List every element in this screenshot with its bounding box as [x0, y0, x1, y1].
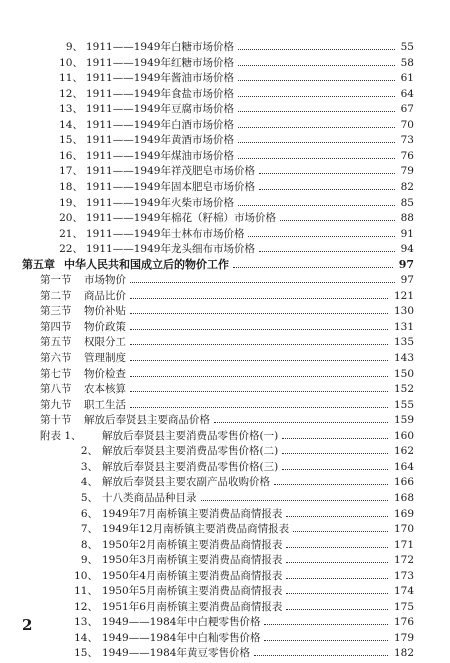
toc-dot-leader [130, 376, 388, 377]
toc-entry-title: 1951年6月南桥镇主要消费品商情报表 [102, 600, 283, 613]
toc-entry-page: 168 [393, 491, 414, 504]
toc-entry-page: 82 [400, 180, 414, 193]
toc-entry-title: 农本核算 [84, 383, 126, 396]
toc-dot-leader [293, 531, 388, 532]
toc-entry-title: 1911——1949年豆腐市场价格 [86, 103, 234, 116]
toc-entry-page: 79 [400, 165, 414, 178]
toc-dot-leader [286, 578, 388, 579]
toc-entry-number: 10、 [59, 56, 83, 69]
toc-dot-leader [238, 96, 395, 97]
toc-entry-title: 1911——1949年白酒市场价格 [86, 118, 234, 131]
toc-dot-leader [214, 422, 388, 423]
toc-entry-title: 物价政策 [84, 320, 126, 333]
toc-entry-title: 管理制度 [84, 352, 126, 364]
toc-entry-page: 58 [400, 56, 414, 69]
toc-dot-leader [274, 484, 388, 485]
toc-entry-number: 第七节 [40, 367, 72, 380]
toc-dot-leader [201, 500, 388, 501]
toc-dot-leader [259, 251, 395, 252]
toc-entry-page: 131 [393, 320, 414, 333]
toc-entry-number: 7、 [80, 523, 98, 536]
toc-dot-leader [264, 640, 388, 641]
toc-dot-leader [286, 593, 388, 594]
toc-entry-number: 附表 1、 [40, 429, 82, 442]
toc-entry-page: 176 [393, 616, 414, 629]
toc-entry-number: 19、 [59, 196, 83, 209]
toc-entry-number: 2、 [80, 445, 98, 458]
toc-entry-number: 13、 [74, 616, 98, 629]
toc-dot-leader [259, 189, 395, 190]
toc-entry-number: 第五节 [40, 336, 72, 349]
toc-entry-page: 160 [393, 429, 414, 442]
toc-entry-number: 11、 [59, 72, 83, 85]
toc-dot-leader [248, 236, 395, 237]
toc-dot-leader [130, 298, 388, 299]
toc-entry-page: 169 [393, 507, 414, 520]
toc-dot-leader [282, 469, 388, 470]
page-number: 2 [22, 616, 33, 634]
toc-entry-page: 88 [400, 212, 414, 225]
toc-entry-title: 1911——1949年酱油市场价格 [86, 72, 234, 85]
toc-entry-title: 1949年7月南桥镇主要消费品商情报表 [102, 507, 283, 520]
toc-entry-page: 164 [393, 460, 414, 473]
toc-entry-page: 162 [393, 445, 414, 458]
toc-dot-leader [254, 655, 388, 656]
toc-dot-leader [130, 407, 388, 408]
toc-dot-leader [238, 111, 395, 112]
toc-entry-title: 中华人民共和国成立后的物价工作 [64, 257, 229, 271]
toc-entry-number: 10、 [74, 569, 98, 582]
toc-entry-number: 9、 [65, 41, 83, 53]
toc-entry-number: 第三节 [40, 305, 72, 318]
toc-dot-leader [238, 49, 395, 50]
toc-entry-title: 1950年3月南桥镇主要消费品商情报表 [102, 554, 283, 567]
toc-entry-number: 12、 [59, 87, 83, 100]
toc-entry-number: 3、 [80, 460, 98, 473]
toc-entry-title: 1949——1984年中白籼零售价格 [102, 631, 261, 644]
toc-entry-page: 174 [393, 585, 414, 598]
toc-dot-leader [130, 360, 388, 361]
toc-entry-page: 173 [393, 569, 414, 582]
toc-entry-number: 17、 [59, 165, 83, 178]
toc-entry-number: 第二节 [40, 289, 72, 302]
toc-dot-leader [130, 313, 388, 314]
toc-entry-page: 121 [393, 289, 414, 302]
toc-entry-title: 1949——1984年黄豆零售价格 [102, 647, 250, 660]
toc-entry-number: 14、 [74, 631, 98, 644]
toc-entry-number: 第九节 [40, 398, 72, 411]
toc-row [0, 643, 450, 663]
toc-entry-title: 1950年2月南桥镇主要消费品商情报表 [102, 538, 283, 551]
toc-entry-page: 155 [393, 398, 414, 411]
toc-entry-title: 1949年12月南桥镇主要消费品商情报表 [102, 523, 290, 536]
toc-entry-number: 15、 [74, 647, 98, 660]
toc-entry-title: 1949——1984年中白粳零售价格 [102, 616, 261, 629]
toc-entry-page: 182 [393, 647, 414, 660]
toc-dot-leader [233, 267, 393, 268]
toc-dot-leader [264, 624, 388, 625]
toc-entry-number: 20、 [59, 212, 83, 225]
toc-dot-leader [238, 127, 395, 128]
toc-dot-leader [282, 438, 388, 439]
toc-entry-title: 权限分工 [84, 336, 126, 349]
toc-entry-number: 12、 [74, 600, 98, 613]
toc-entry-title: 解放后奉贤县主要消费品零售价格(二) [102, 445, 279, 458]
toc-entry-page: 67 [400, 103, 414, 116]
toc-dot-leader [286, 562, 388, 563]
toc-dot-leader [286, 609, 388, 610]
toc-entry-page: 172 [393, 554, 414, 567]
toc-entry-page: 135 [393, 336, 414, 349]
toc-entry-page: 97 [398, 257, 414, 271]
toc-entry-number: 第五章 [22, 257, 55, 271]
toc-dot-leader [130, 391, 388, 392]
toc-entry-page: 91 [400, 227, 414, 240]
toc-entry-title: 商品比价 [84, 289, 126, 302]
toc-entry-number: 第八节 [40, 383, 72, 396]
toc-entry-title: 1911——1949年煤油市场价格 [86, 149, 234, 162]
toc-entry-page: 166 [393, 476, 414, 489]
toc-entry-page: 94 [400, 243, 414, 256]
toc-entry-number: 第四节 [40, 320, 72, 333]
toc-entry-number: 21、 [59, 227, 83, 240]
toc-entry-number: 第一节 [40, 274, 72, 287]
toc-entry-number: 18、 [59, 180, 83, 193]
toc-entry-page: 171 [393, 538, 414, 551]
toc-entry-number: 13、 [59, 103, 83, 116]
toc-entry-page: 179 [393, 631, 414, 644]
toc-entry-title: 1911——1949年棉花（籽棉）市场价格 [86, 212, 276, 225]
toc-entry-page: 76 [400, 149, 414, 162]
toc-entry-title: 1911——1949年龙头细布市场价格 [86, 243, 255, 256]
toc-dot-leader [238, 142, 395, 143]
toc-entry-page: 152 [393, 383, 414, 396]
toc-entry-page: 64 [400, 87, 414, 100]
toc-dot-leader [286, 547, 388, 548]
toc-entry-number: 22、 [59, 243, 83, 256]
toc-entry-title: 解放后奉贤县主要农副产品收购价格 [102, 476, 270, 489]
toc-entry-number: 15、 [59, 134, 83, 147]
toc-entry-title: 1911——1949年祥茂肥皂市场价格 [86, 165, 255, 178]
toc-entry-number: 9、 [80, 554, 98, 567]
toc-entry-number: 11、 [74, 585, 98, 598]
toc-entry-page: 97 [400, 274, 414, 287]
toc-entry-title: 物价检查 [84, 367, 126, 380]
toc-dot-leader [130, 344, 388, 345]
toc-entry-page: 175 [393, 600, 414, 613]
toc-dot-leader [130, 282, 395, 283]
toc-entry-number: 第十节 [40, 414, 72, 427]
toc-entry-title: 十八类商品品种目录 [102, 491, 197, 504]
toc-entry-page: 73 [400, 134, 414, 147]
toc-entry-title: 1911——1949年红糖市场价格 [86, 56, 234, 69]
toc-entry-title: 1911——1949年火柴市场价格 [86, 196, 234, 209]
toc-dot-leader [286, 516, 388, 517]
toc-dot-leader [130, 329, 388, 330]
toc-dot-leader [238, 65, 395, 66]
toc-entry-title: 1911——1949年固本肥皂市场价格 [86, 180, 255, 193]
toc-entry-number: 14、 [59, 118, 83, 131]
toc-entry-title: 1911——1949年食盐市场价格 [86, 87, 234, 100]
toc-entry-page: 170 [393, 523, 414, 536]
toc-entry-page: 130 [393, 305, 414, 318]
toc-dot-leader [238, 158, 395, 159]
toc-entry-page: 150 [393, 367, 414, 380]
toc-entry-title: 1950年4月南桥镇主要消费品商情报表 [102, 569, 283, 582]
toc-entry-page: 159 [393, 414, 414, 427]
toc-entry-number: 6、 [80, 507, 98, 520]
toc-entry-page: 85 [400, 196, 414, 209]
toc-entry-number: 第六节 [40, 352, 72, 364]
toc-entry-title: 1911——1949年白糖市场价格 [86, 41, 234, 53]
toc-dot-leader [238, 205, 395, 206]
toc-entry-title: 1911——1949年黄酒市场价格 [86, 134, 234, 147]
toc-entry-page: 55 [400, 41, 414, 53]
toc-entry-title: 市场物价 [84, 274, 126, 287]
toc-dot-leader [238, 80, 395, 81]
toc-dot-leader [259, 173, 395, 174]
toc-entry-title: 解放后奉贤县主要消费品零售价格(三) [102, 460, 279, 473]
toc-entry-page: 70 [400, 118, 414, 131]
toc-entry-title: 物价补贴 [84, 305, 126, 318]
toc-entry-page: 143 [393, 352, 414, 364]
toc-entry-number: 8、 [80, 538, 98, 551]
toc-entry-page: 61 [400, 72, 414, 85]
toc-entry-title: 解放后奉贤县主要商品价格 [84, 414, 210, 427]
toc-entry-title: 职工生活 [84, 398, 126, 411]
toc-entry-number: 5、 [80, 491, 98, 504]
toc-entry-title: 解放后奉贤县主要消费品零售价格(一) [102, 429, 279, 442]
toc-dot-leader [280, 220, 395, 221]
toc-entry-number: 4、 [80, 476, 98, 489]
toc-dot-leader [282, 453, 388, 454]
toc-entry-number: 16、 [59, 149, 83, 162]
toc-entry-title: 1911——1949年士林布市场价格 [86, 227, 245, 240]
toc-entry-title: 1950年5月南桥镇主要消费品商情报表 [102, 585, 283, 598]
